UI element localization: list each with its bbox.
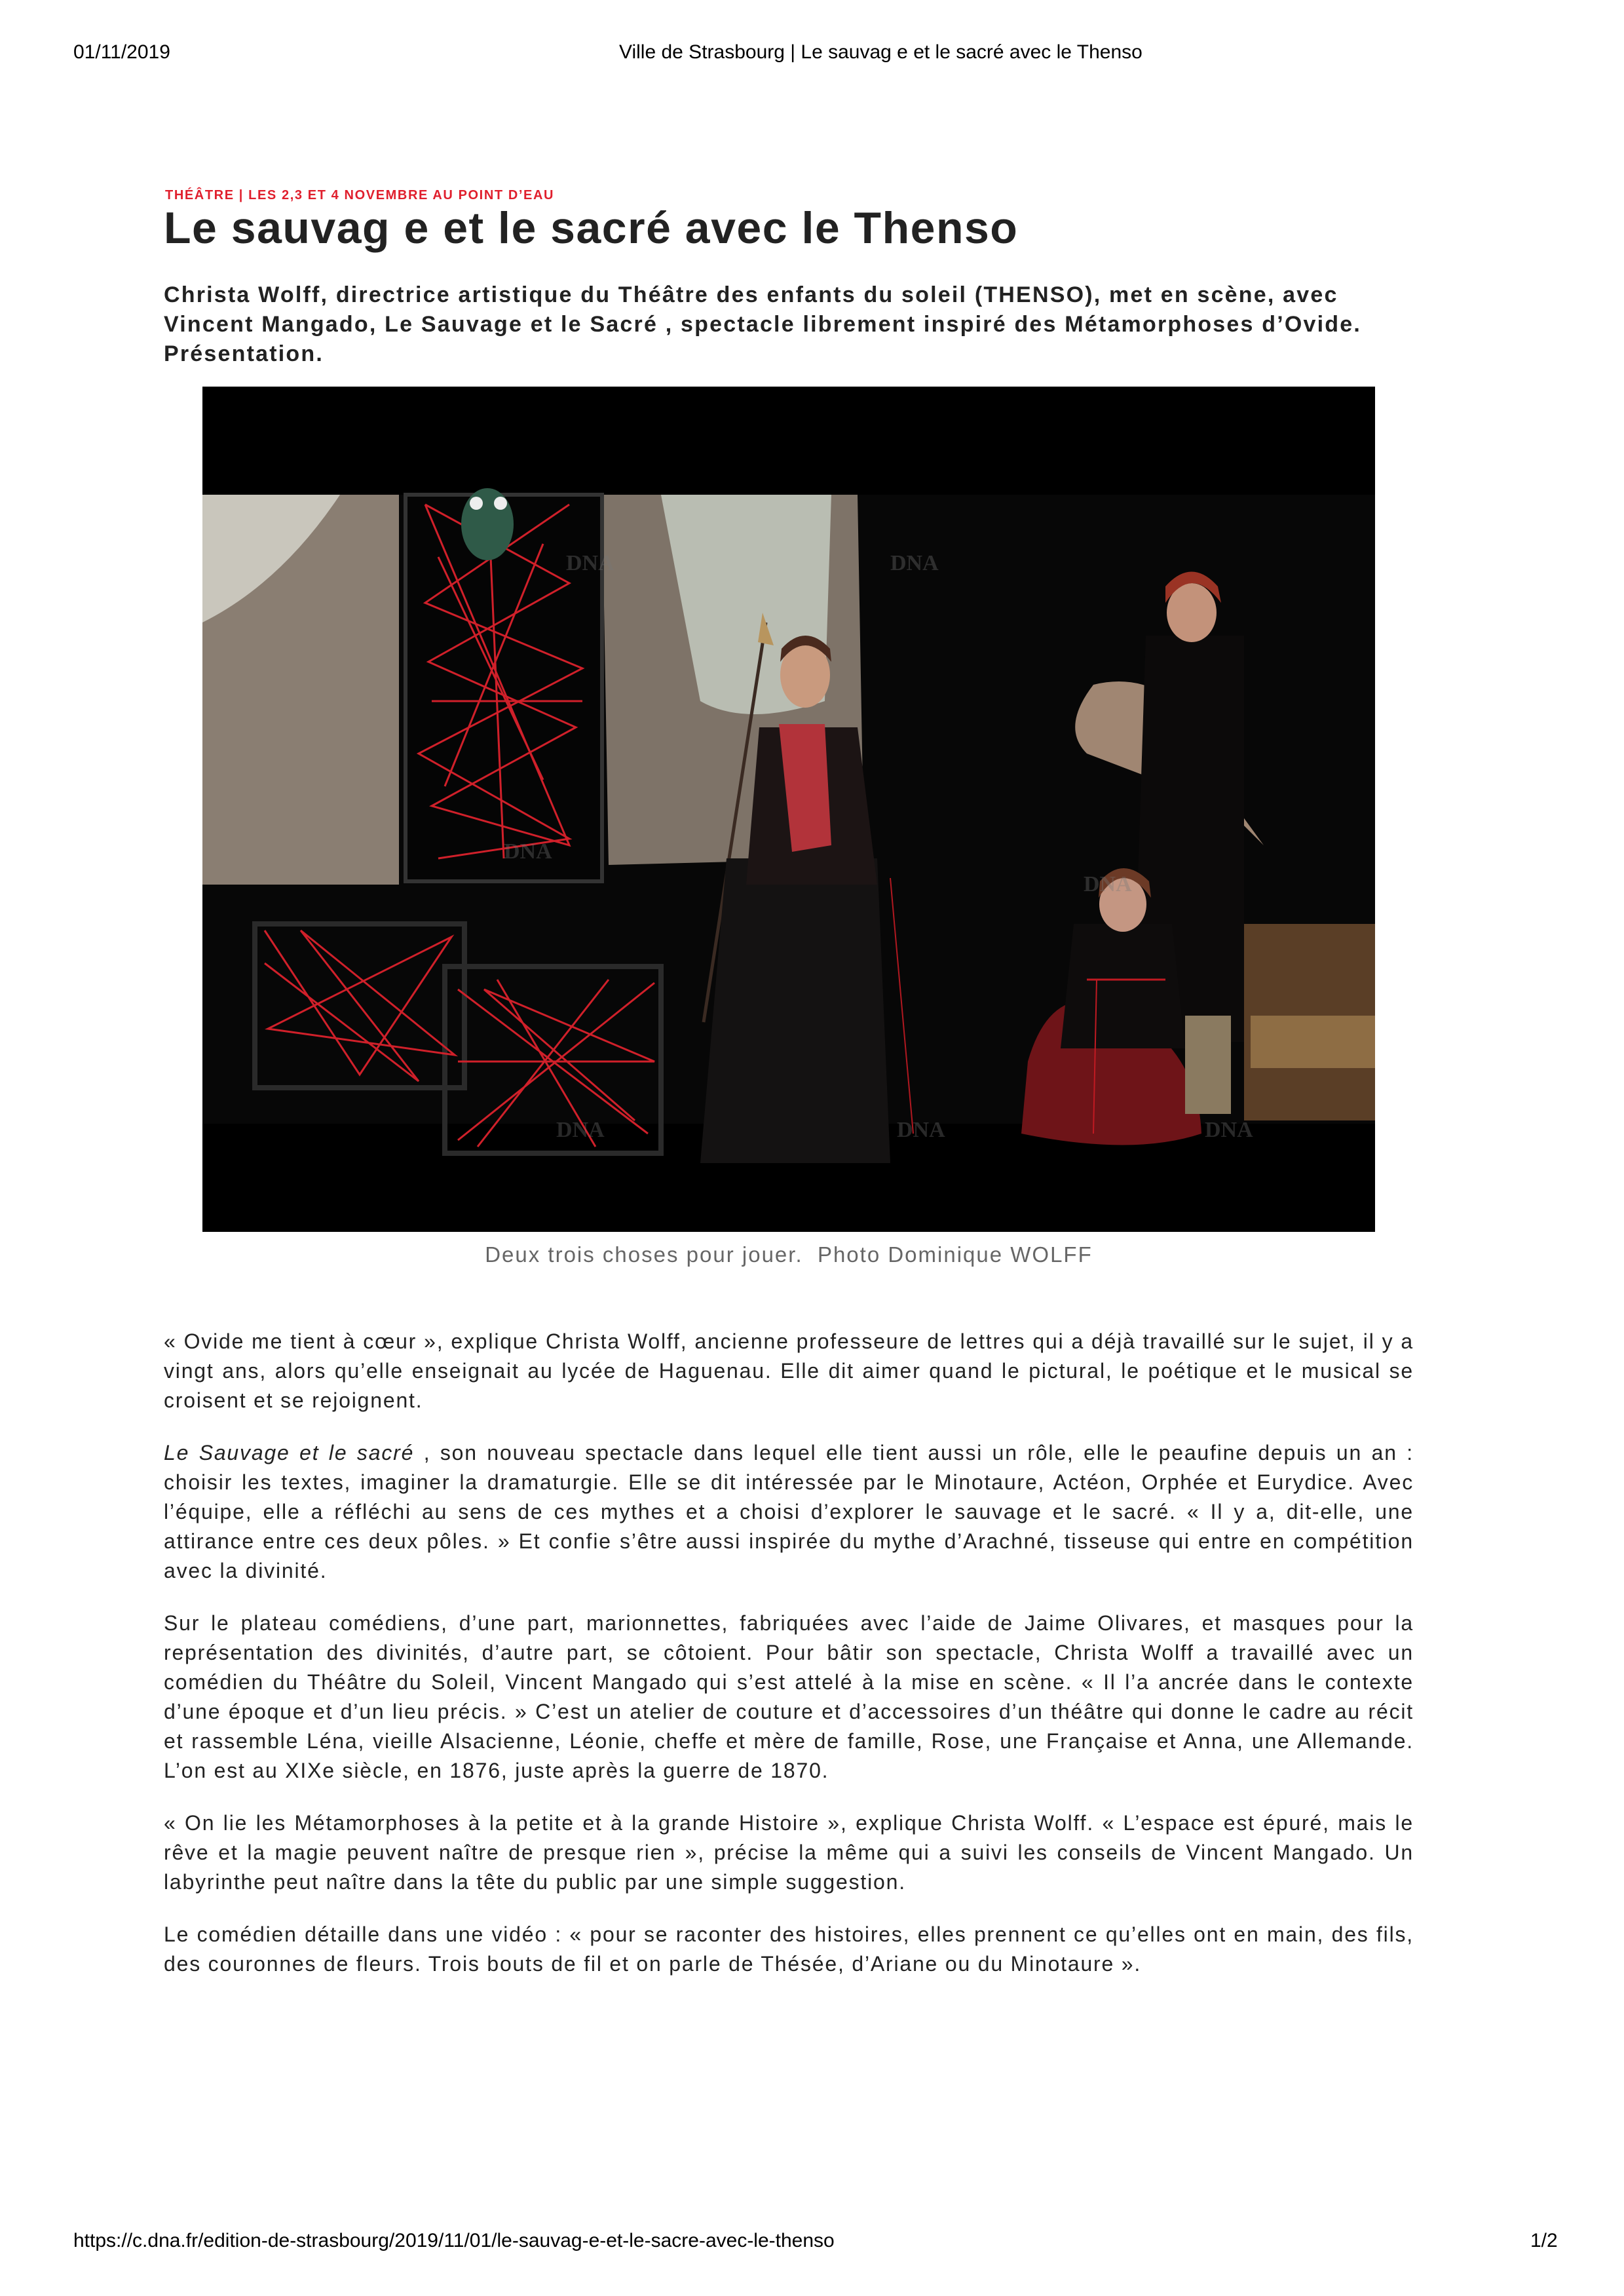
article-kicker: THÉÂTRE | LES 2,3 ET 4 NOVEMBRE AU POINT D’EAU — [165, 188, 555, 202]
paragraph-2-text: , son nouveau spectacle dans lequel elle tient aussi un rôle, elle le peaufine depuis un an : choisir les textes, imaginer la dramaturgie. Elle se dit intéressée par le Minotaure, Actéon, Orphée et Eurydice. Avec l’équipe, elle a réfléchi au sens de ces mythes et a choisi d’explorer le sauvage et le sacré. « Il y a, dit-elle, une attirance entre ces deux pôles. » Et confie s’être aussi inspirée du mythe d’Arachné, tisseuse qui entre en compétition avec la divinité. — [164, 1441, 1414, 1582]
paragraph-1: « Ovide me tient à cœur », explique Christa Wolff, ancienne professeure de lettres qui a déjà travaillé sur le sujet, il y a vingt ans, alors qu’elle enseignait au lycée de Haguenau. Elle dit aimer quand le pictural, le poétique et le musical se croisent et se rejoignent. — [164, 1330, 1414, 1412]
print-url: https://c.dna.fr/edition-de-strasbourg/2019/11/01/le-sauvag-e-et-le-sacre-avec-le-thenso — [73, 2230, 835, 2251]
svg-text:DNA: DNA — [504, 839, 552, 864]
page-number: 1/2 — [1530, 2230, 1558, 2251]
stage-photo[interactable] — [202, 387, 1375, 1232]
article-body — [164, 1327, 1414, 2002]
article-lede: Christa Wolff, directrice artistique du Théâtre des enfants du soleil (THENSO), met en scène, avec Vincent Mangado, Le Sauvage et le Sacré , spectacle librement inspiré des Métamorphoses d’Ovide. Présentation. — [164, 282, 1362, 366]
photo-caption: Deux trois choses pour jouer. Photo Dominique WOLFF — [485, 1242, 1093, 1267]
article-title: Le sauvag e et le sacré avec le Thenso — [164, 203, 1019, 253]
paragraph-5: Le comédien détaille dans une vidéo : « pour se raconter des histoires, elles prennent ce qu’elles ont en main, des fils, des couronnes de fleurs. Trois bouts de fil et on parle de Thésée, d’Ariane ou du Minotaure ». — [164, 1923, 1414, 1976]
svg-text:DNA: DNA — [897, 1118, 945, 1142]
svg-text:DNA: DNA — [556, 1118, 605, 1142]
svg-text:DNA: DNA — [1205, 1118, 1253, 1142]
print-date: 01/11/2019 — [73, 41, 170, 63]
svg-text:DNA: DNA — [1084, 872, 1132, 896]
paragraph-3: Sur le plateau comédiens, d’une part, marionnettes, fabriquées avec l’aide de Jaime Olivares, et masques pour la représentation des divinités, d’autre part, se côtoient. Pour bâtir son spectacle, Christa Wolff a travaillé avec un comédien du Théâtre du Soleil, Vincent Mangado qui s’est attelé à la mise en scène. « Il l’a ancrée dans le contexte d’une époque et d’un lieu précis. » C’est un atelier de couture et d’accessoires d’un théâtre qui donne le cadre au récit et rassemble Léna, vieille Alsacienne, Léonie, cheffe et mère de famille, Rose, une Française et Anna, une Allemande. L’on est au XIXe siècle, en 1876, juste après la guerre de 1870. — [164, 1611, 1414, 1782]
svg-text:DNA: DNA — [566, 551, 614, 575]
print-page-title: Ville de Strasbourg | Le sauvag e et le sacré avec le Thenso — [619, 41, 1142, 63]
svg-text:DNA: DNA — [890, 551, 939, 575]
article-figure — [202, 387, 1375, 1267]
paragraph-4: « On lie les Métamorphoses à la petite et à la grande Histoire », explique Christa Wolff. « L’espace est épuré, mais le rêve et la magie peuvent naître de presque rien », précise la même qui a suivi les conseils de Vincent Mangado. Un labyrinthe peut naître dans la tête du public par une simple suggestion. — [164, 1811, 1414, 1894]
show-title-italic: Le Sauvage et le sacré — [164, 1441, 415, 1464]
paragraph-2 — [164, 1438, 1414, 1586]
scene — [202, 488, 1375, 1163]
